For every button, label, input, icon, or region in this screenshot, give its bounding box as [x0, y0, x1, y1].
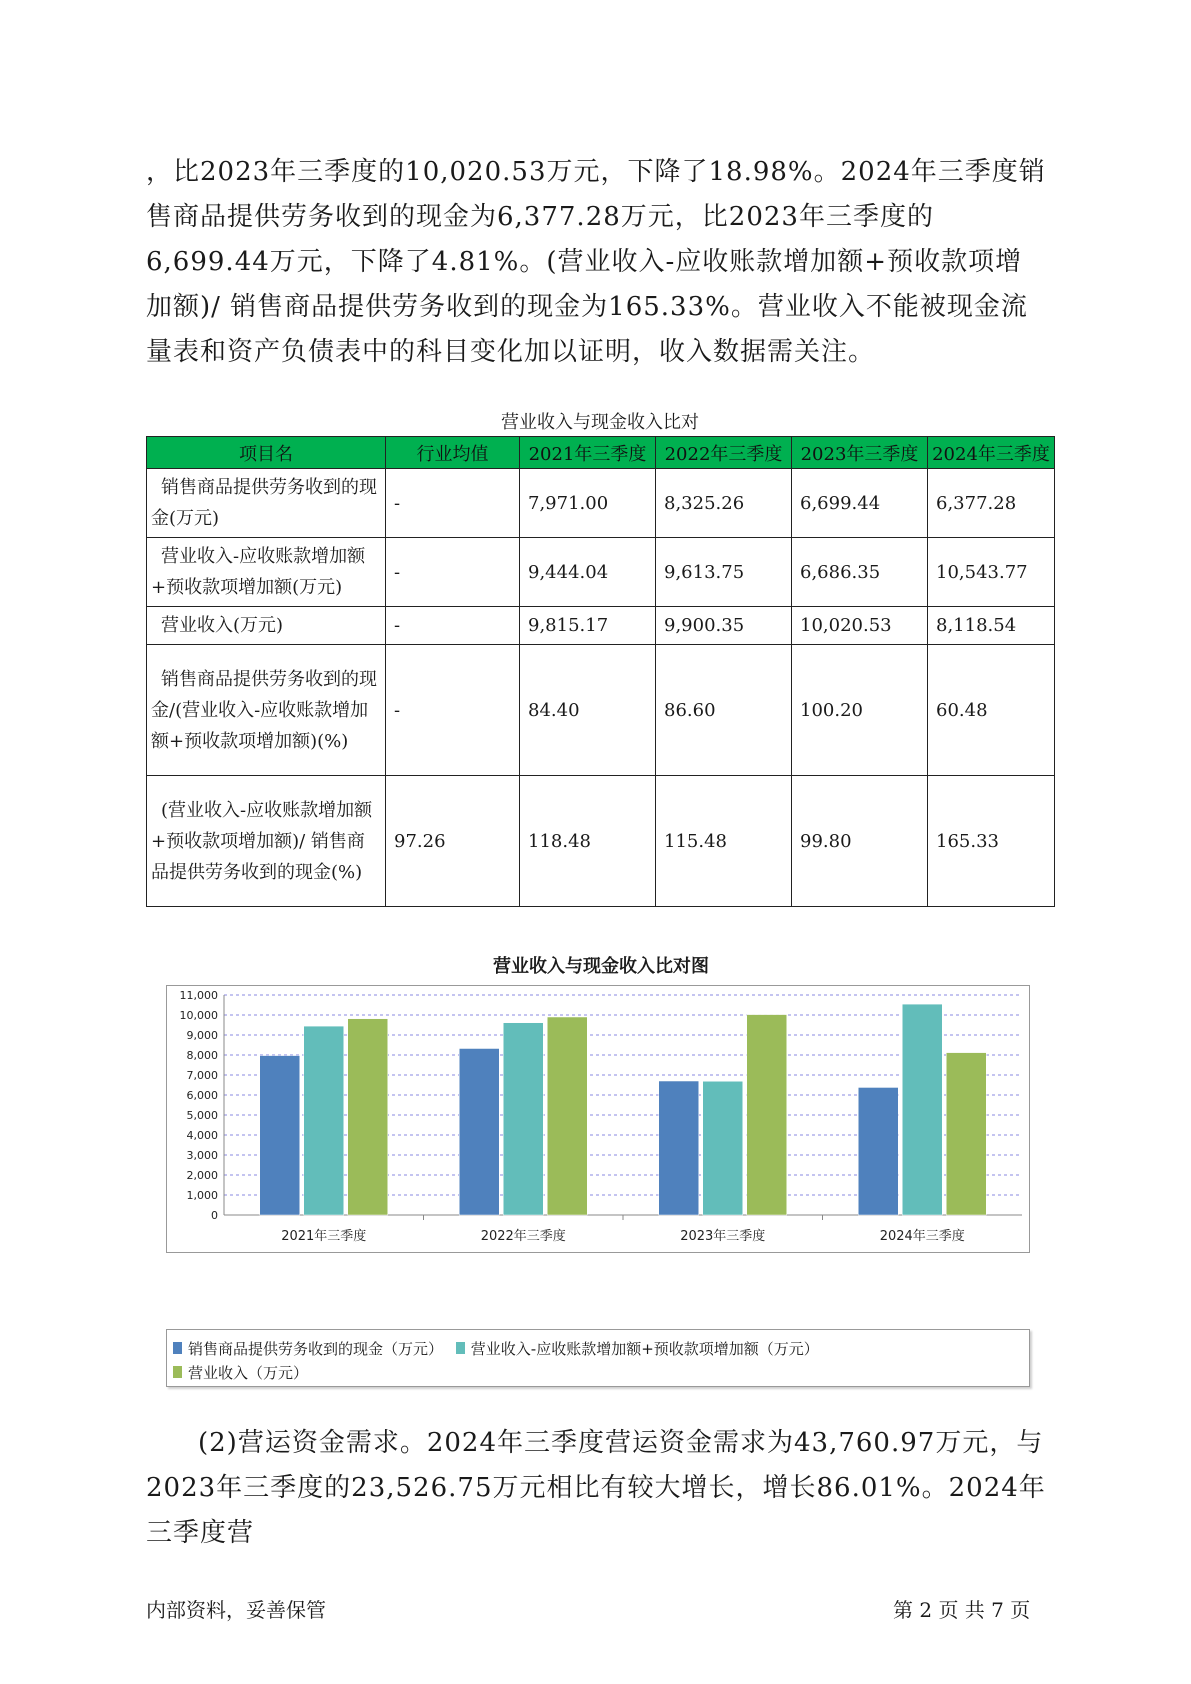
- y-tick-label: 4,000: [186, 1129, 218, 1142]
- x-tick-label: 2023年三季度: [680, 1229, 766, 1244]
- bar: [348, 1019, 388, 1215]
- legend-item: [173, 1336, 443, 1360]
- bar: [503, 1023, 543, 1215]
- table-row: [147, 469, 1055, 538]
- table-row: [147, 607, 1055, 645]
- bar: [703, 1081, 743, 1215]
- table-cell: 10,543.77: [928, 538, 1055, 607]
- column-header: 2021年三季度: [520, 437, 656, 469]
- column-header: 2024年三季度: [928, 437, 1055, 469]
- table-cell: 10,020.53: [792, 607, 928, 645]
- bar: [304, 1026, 344, 1215]
- table-cell: 6,377.28: [928, 469, 1055, 538]
- y-tick-label: 10,000: [179, 1009, 218, 1022]
- column-header: 行业均值: [386, 437, 520, 469]
- comparison-table: [146, 436, 1055, 907]
- table-cell: 9,444.04: [520, 538, 656, 607]
- y-tick-label: 7,000: [186, 1069, 218, 1082]
- y-tick-label: 3,000: [186, 1149, 218, 1162]
- table-row: [147, 776, 1055, 907]
- legend-label: 销售商品提供劳务收到的现金（万元）: [188, 1339, 444, 1358]
- table-cell: 7,971.00: [520, 469, 656, 538]
- bar: [747, 1015, 787, 1215]
- y-tick-label: 6,000: [186, 1089, 218, 1102]
- table-cell: 100.20: [792, 645, 928, 776]
- legend-label: 营业收入-应收账款增加额+预收款项增加额（万元）: [470, 1339, 819, 1358]
- y-tick-label: 1,000: [186, 1189, 218, 1202]
- table-cell: 118.48: [520, 776, 656, 907]
- column-header: 2023年三季度: [792, 437, 928, 469]
- legend-item: [173, 1360, 308, 1384]
- y-tick-label: 5,000: [186, 1109, 218, 1122]
- table-cell: 84.40: [520, 645, 656, 776]
- table-row: [147, 538, 1055, 607]
- bar-chart: [166, 985, 1030, 1321]
- row-label: 销售商品提供劳务收到的现金/(营业收入-应收账款增加额+预收款项增加额)(%): [147, 645, 386, 776]
- row-label: 销售商品提供劳务收到的现金(万元): [147, 469, 386, 538]
- table-cell: 86.60: [656, 645, 792, 776]
- table-cell: 60.48: [928, 645, 1055, 776]
- footer-confidential-note: 内部资料，妥善保管: [146, 1598, 326, 1622]
- bar: [858, 1087, 898, 1215]
- table-caption: 营业收入与现金收入比对: [501, 412, 699, 433]
- column-header: 2022年三季度: [656, 437, 792, 469]
- table-cell: 8,325.26: [656, 469, 792, 538]
- table-cell: 6,699.44: [792, 469, 928, 538]
- legend-swatch: [173, 1366, 182, 1378]
- x-tick-label: 2021年三季度: [281, 1229, 367, 1244]
- legend-swatch: [173, 1342, 182, 1354]
- x-tick-label: 2022年三季度: [480, 1229, 566, 1244]
- footer-page-number: 第 2 页 共 7 页: [893, 1598, 1031, 1622]
- table-header-row: [147, 437, 1055, 469]
- body-paragraph-1: ，比2023年三季度的10,020.53万元，下降了18.98%。2024年三季度销售商品提供劳务收到的现金为6,377.28万元，比2023年三季度的6,699.44万元，下降了4.81%。(营业收入-应收账款增加额+预收款项增加额)/ 销售商品提供劳务收到的现金为165.33%。营业收入不能被现金流量表和资产负债表中的科目变化加以证明，收入数据需关注。: [146, 157, 1046, 367]
- table-cell: 8,118.54: [928, 607, 1055, 645]
- x-tick-label: 2024年三季度: [879, 1229, 965, 1244]
- table-cell: -: [386, 645, 520, 776]
- column-header: 项目名: [147, 437, 386, 469]
- y-tick-label: 8,000: [186, 1049, 218, 1062]
- bar: [659, 1081, 699, 1215]
- y-tick-label: 2,000: [186, 1169, 218, 1182]
- legend-label: 营业收入（万元）: [188, 1363, 309, 1382]
- row-label: 营业收入(万元): [147, 607, 386, 645]
- y-tick-label: 11,000: [179, 989, 218, 1002]
- chart-title: 营业收入与现金收入比对图: [493, 956, 709, 977]
- table-cell: 9,815.17: [520, 607, 656, 645]
- table-cell: 9,900.35: [656, 607, 792, 645]
- table-cell: 6,686.35: [792, 538, 928, 607]
- table-cell: 99.80: [792, 776, 928, 907]
- bar: [459, 1048, 499, 1215]
- table-cell: -: [386, 538, 520, 607]
- table-cell: 97.26: [386, 776, 520, 907]
- table-cell: -: [386, 607, 520, 645]
- bar: [946, 1053, 986, 1215]
- legend-swatch: [456, 1342, 465, 1354]
- bar: [260, 1056, 300, 1215]
- table-cell: -: [386, 469, 520, 538]
- legend-item: [456, 1336, 819, 1360]
- row-label: (营业收入-应收账款增加额+预收款项增加额)/ 销售商品提供劳务收到的现金(%): [147, 776, 386, 907]
- table-cell: 9,613.75: [656, 538, 792, 607]
- chart-legend: [166, 1329, 1030, 1387]
- table-row: [147, 645, 1055, 776]
- table-cell: 115.48: [656, 776, 792, 907]
- y-tick-label: 9,000: [186, 1029, 218, 1042]
- bar: [547, 1017, 587, 1215]
- row-label: 营业收入-应收账款增加额+预收款项增加额(万元): [147, 538, 386, 607]
- y-tick-label: 0: [211, 1209, 218, 1222]
- body-paragraph-2: (2)营运资金需求。2024年三季度营运资金需求为43,760.97万元，与2023年三季度的23,526.75万元相比有较大增长，增长86.01%。2024年三季度营: [146, 1428, 1046, 1548]
- bar: [902, 1004, 942, 1215]
- table-cell: 165.33: [928, 776, 1055, 907]
